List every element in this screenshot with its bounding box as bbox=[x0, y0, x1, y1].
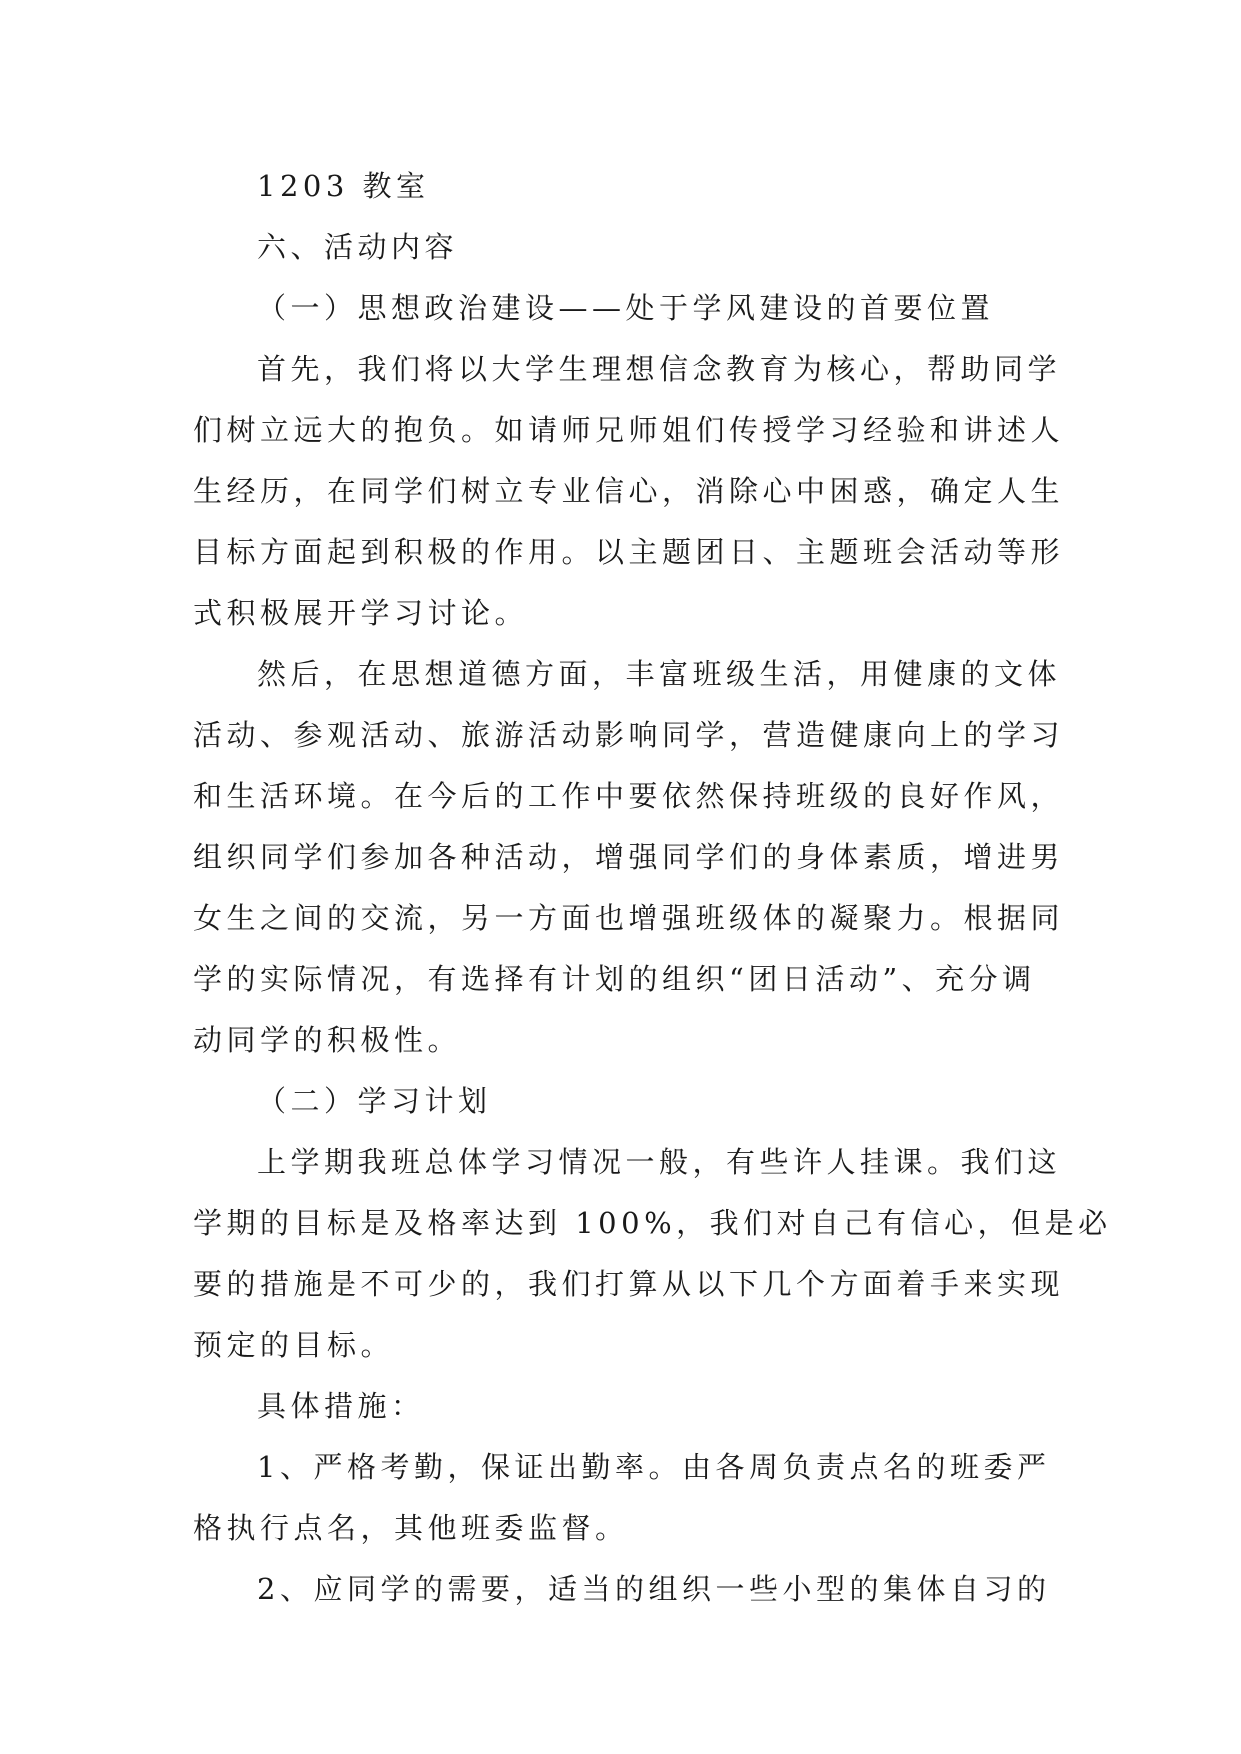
paragraph-line: 首先，我们将以大学生理想信念教育为核心，帮助同学 bbox=[257, 352, 1062, 386]
paragraph-line: 学期的目标是及格率达到 100%，我们对自己有信心，但是必 bbox=[193, 1206, 1112, 1240]
paragraph-line: 女生之间的交流，另一方面也增强班级体的凝聚力。根据同 bbox=[193, 901, 1065, 935]
document-body bbox=[193, 156, 1112, 1620]
subsection-heading-study-plan: （二）学习计划 bbox=[257, 1084, 492, 1118]
paragraph-line: 要的措施是不可少的，我们打算从以下几个方面着手来实现 bbox=[193, 1267, 1065, 1301]
list-item-1-continued: 格执行点名，其他班委监督。 bbox=[193, 1511, 629, 1545]
section-heading-activity-content: 六、活动内容 bbox=[257, 230, 459, 264]
measures-heading: 具体措施： bbox=[257, 1389, 425, 1423]
paragraph-line: 活动、参观活动、旅游活动影响同学，营造健康向上的学习 bbox=[193, 718, 1065, 752]
paragraph-line: 然后，在思想道德方面，丰富班级生活，用健康的文体 bbox=[257, 657, 1062, 691]
paragraph-line: 学的实际情况，有选择有计划的组织“团日活动”、充分调 bbox=[193, 962, 1036, 996]
paragraph-line: 和生活环境。在今后的工作中要依然保持班级的良好作风， bbox=[193, 779, 1065, 813]
text-line-location: 1203 教室 bbox=[257, 169, 430, 203]
paragraph-line: 式积极展开学习讨论。 bbox=[193, 596, 529, 630]
paragraph-line: 预定的目标。 bbox=[193, 1328, 395, 1362]
paragraph-line: 上学期我班总体学习情况一般，有些许人挂课。我们这 bbox=[257, 1145, 1062, 1179]
paragraph-line: 动同学的积极性。 bbox=[193, 1023, 462, 1057]
paragraph-line: 生经历，在同学们树立专业信心，消除心中困惑，确定人生 bbox=[193, 474, 1065, 508]
list-item-1: 1、严格考勤，保证出勤率。由各周负责点名的班委严 bbox=[257, 1450, 1051, 1484]
list-item-2: 2、应同学的需要，适当的组织一些小型的集体自习的 bbox=[257, 1572, 1051, 1606]
paragraph-line: 目标方面起到积极的作用。以主题团日、主题班会活动等形 bbox=[193, 535, 1065, 569]
paragraph-line: 组织同学们参加各种活动，增强同学们的身体素质，增进男 bbox=[193, 840, 1065, 874]
paragraph-line: 们树立远大的抱负。如请师兄师姐们传授学习经验和讲述人 bbox=[193, 413, 1065, 447]
subsection-heading-ideology: （一）思想政治建设——处于学风建设的首要位置 bbox=[257, 291, 995, 325]
